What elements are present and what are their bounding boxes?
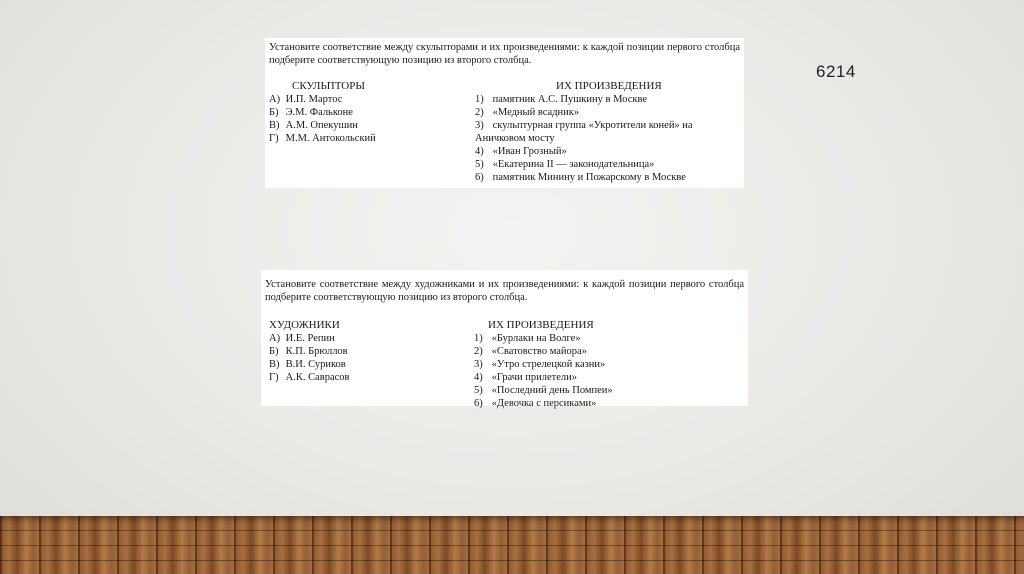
left-column-header: ХУДОЖНИКИ bbox=[269, 319, 340, 331]
list-item: 2) «Сватовство майора» bbox=[474, 346, 587, 357]
list-item: А) И.Е. Репин bbox=[269, 333, 335, 344]
paintings-list bbox=[474, 332, 613, 410]
left-column-header: СКУЛЬПТОРЫ bbox=[292, 80, 365, 92]
list-item: Г) А.К. Саврасов bbox=[269, 372, 350, 383]
list-item: 2) «Медный всадник» bbox=[475, 107, 580, 118]
list-item: 4) «Грачи прилетели» bbox=[474, 372, 578, 383]
list-item: 4) «Иван Грозный» bbox=[475, 146, 567, 157]
slide-number: 6214 bbox=[816, 62, 856, 81]
floor-seam bbox=[0, 530, 1024, 531]
task-text: Установите соответствие между художниками и их произведениями: к каждой позиции первого столбца подберите соответствующую позицию из второго столбца. bbox=[265, 279, 744, 303]
list-item: 6) памятник Минину и Пожарскому в Москве bbox=[475, 172, 686, 183]
list-item: 6) «Девочка с персиками» bbox=[474, 398, 597, 409]
list-item: В) В.И. Суриков bbox=[269, 359, 346, 370]
list-item: 1) «Бурлаки на Волге» bbox=[474, 333, 581, 344]
list-item: Г) М.М. Антокольский bbox=[269, 133, 376, 144]
task-text: Установите соответствие между скульпторами и их произведениями: к каждой позиции первого столбца подберите соответствующую позицию из второго столбца. bbox=[269, 42, 740, 66]
list-item: В) А.М. Опекушин bbox=[269, 120, 358, 131]
list-item: 3) скульптурная группа «Укротители коней» на Аничковом мосту bbox=[475, 120, 693, 144]
sculptures-list bbox=[475, 93, 725, 184]
list-item: Б) К.П. Брюллов bbox=[269, 346, 348, 357]
wooden-floor bbox=[0, 516, 1024, 574]
list-item: А) И.П. Мартос bbox=[269, 94, 343, 105]
painters-list bbox=[269, 332, 350, 384]
sculptors-task-card bbox=[265, 38, 744, 188]
list-item: Б) Э.М. Фальконе bbox=[269, 107, 353, 118]
painters-task-card bbox=[261, 270, 748, 409]
list-item: 3) «Утро стрелецкой казни» bbox=[474, 359, 606, 370]
floor-seam bbox=[0, 545, 1024, 546]
sculptors-list bbox=[269, 93, 376, 145]
floor-seam bbox=[0, 560, 1024, 561]
list-item: 1) памятник А.С. Пушкину в Москве bbox=[475, 94, 648, 105]
list-item: 5) «Последний день Помпеи» bbox=[474, 385, 613, 396]
right-column-header: ИХ ПРОИЗВЕДЕНИЯ bbox=[556, 80, 662, 92]
list-item: 5) «Екатерина II — законодательница» bbox=[475, 159, 655, 170]
right-column-header: ИХ ПРОИЗВЕДЕНИЯ bbox=[488, 319, 594, 331]
